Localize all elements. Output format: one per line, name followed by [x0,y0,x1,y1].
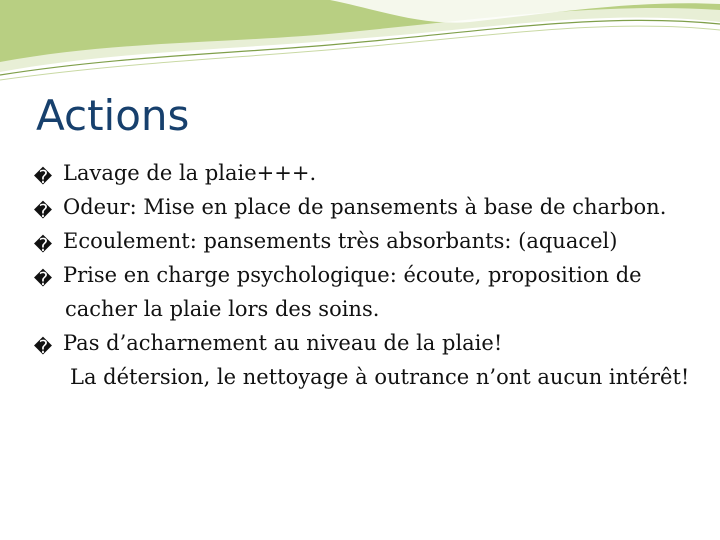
bullet-item [32,156,692,190]
bullet-text: Pas d’acharnement au niveau de la plaie! [63,331,503,355]
bullet-item [32,190,692,224]
bullet-placeholder-icon: � [33,337,53,358]
bullet-placeholder-icon: � [33,201,53,222]
bullet-placeholder-icon: � [33,269,53,290]
bullet-placeholder-icon: � [33,235,53,256]
bullet-text: Lavage de la plaie+++. [63,161,317,185]
bullet-text: Odeur: Mise en place de pansements à base de charbon. [63,195,667,219]
bullet-item [32,258,692,326]
bullet-text: Prise en charge psychologique: écoute, proposition de cacher la plaie lors des soins. [63,263,642,321]
bullet-placeholder-icon: � [33,167,53,188]
bullet-item [32,326,692,360]
bullet-item [32,224,692,258]
bullet-text: Ecoulement: pansements très absorbants: (aquacel) [63,229,618,253]
slide-title: Actions [36,91,190,140]
bullet-list [32,156,692,394]
note-paragraph: La détersion, le nettoyage à outrance n’ont aucun intérêt! [70,365,690,389]
header-decoration [0,0,720,90]
